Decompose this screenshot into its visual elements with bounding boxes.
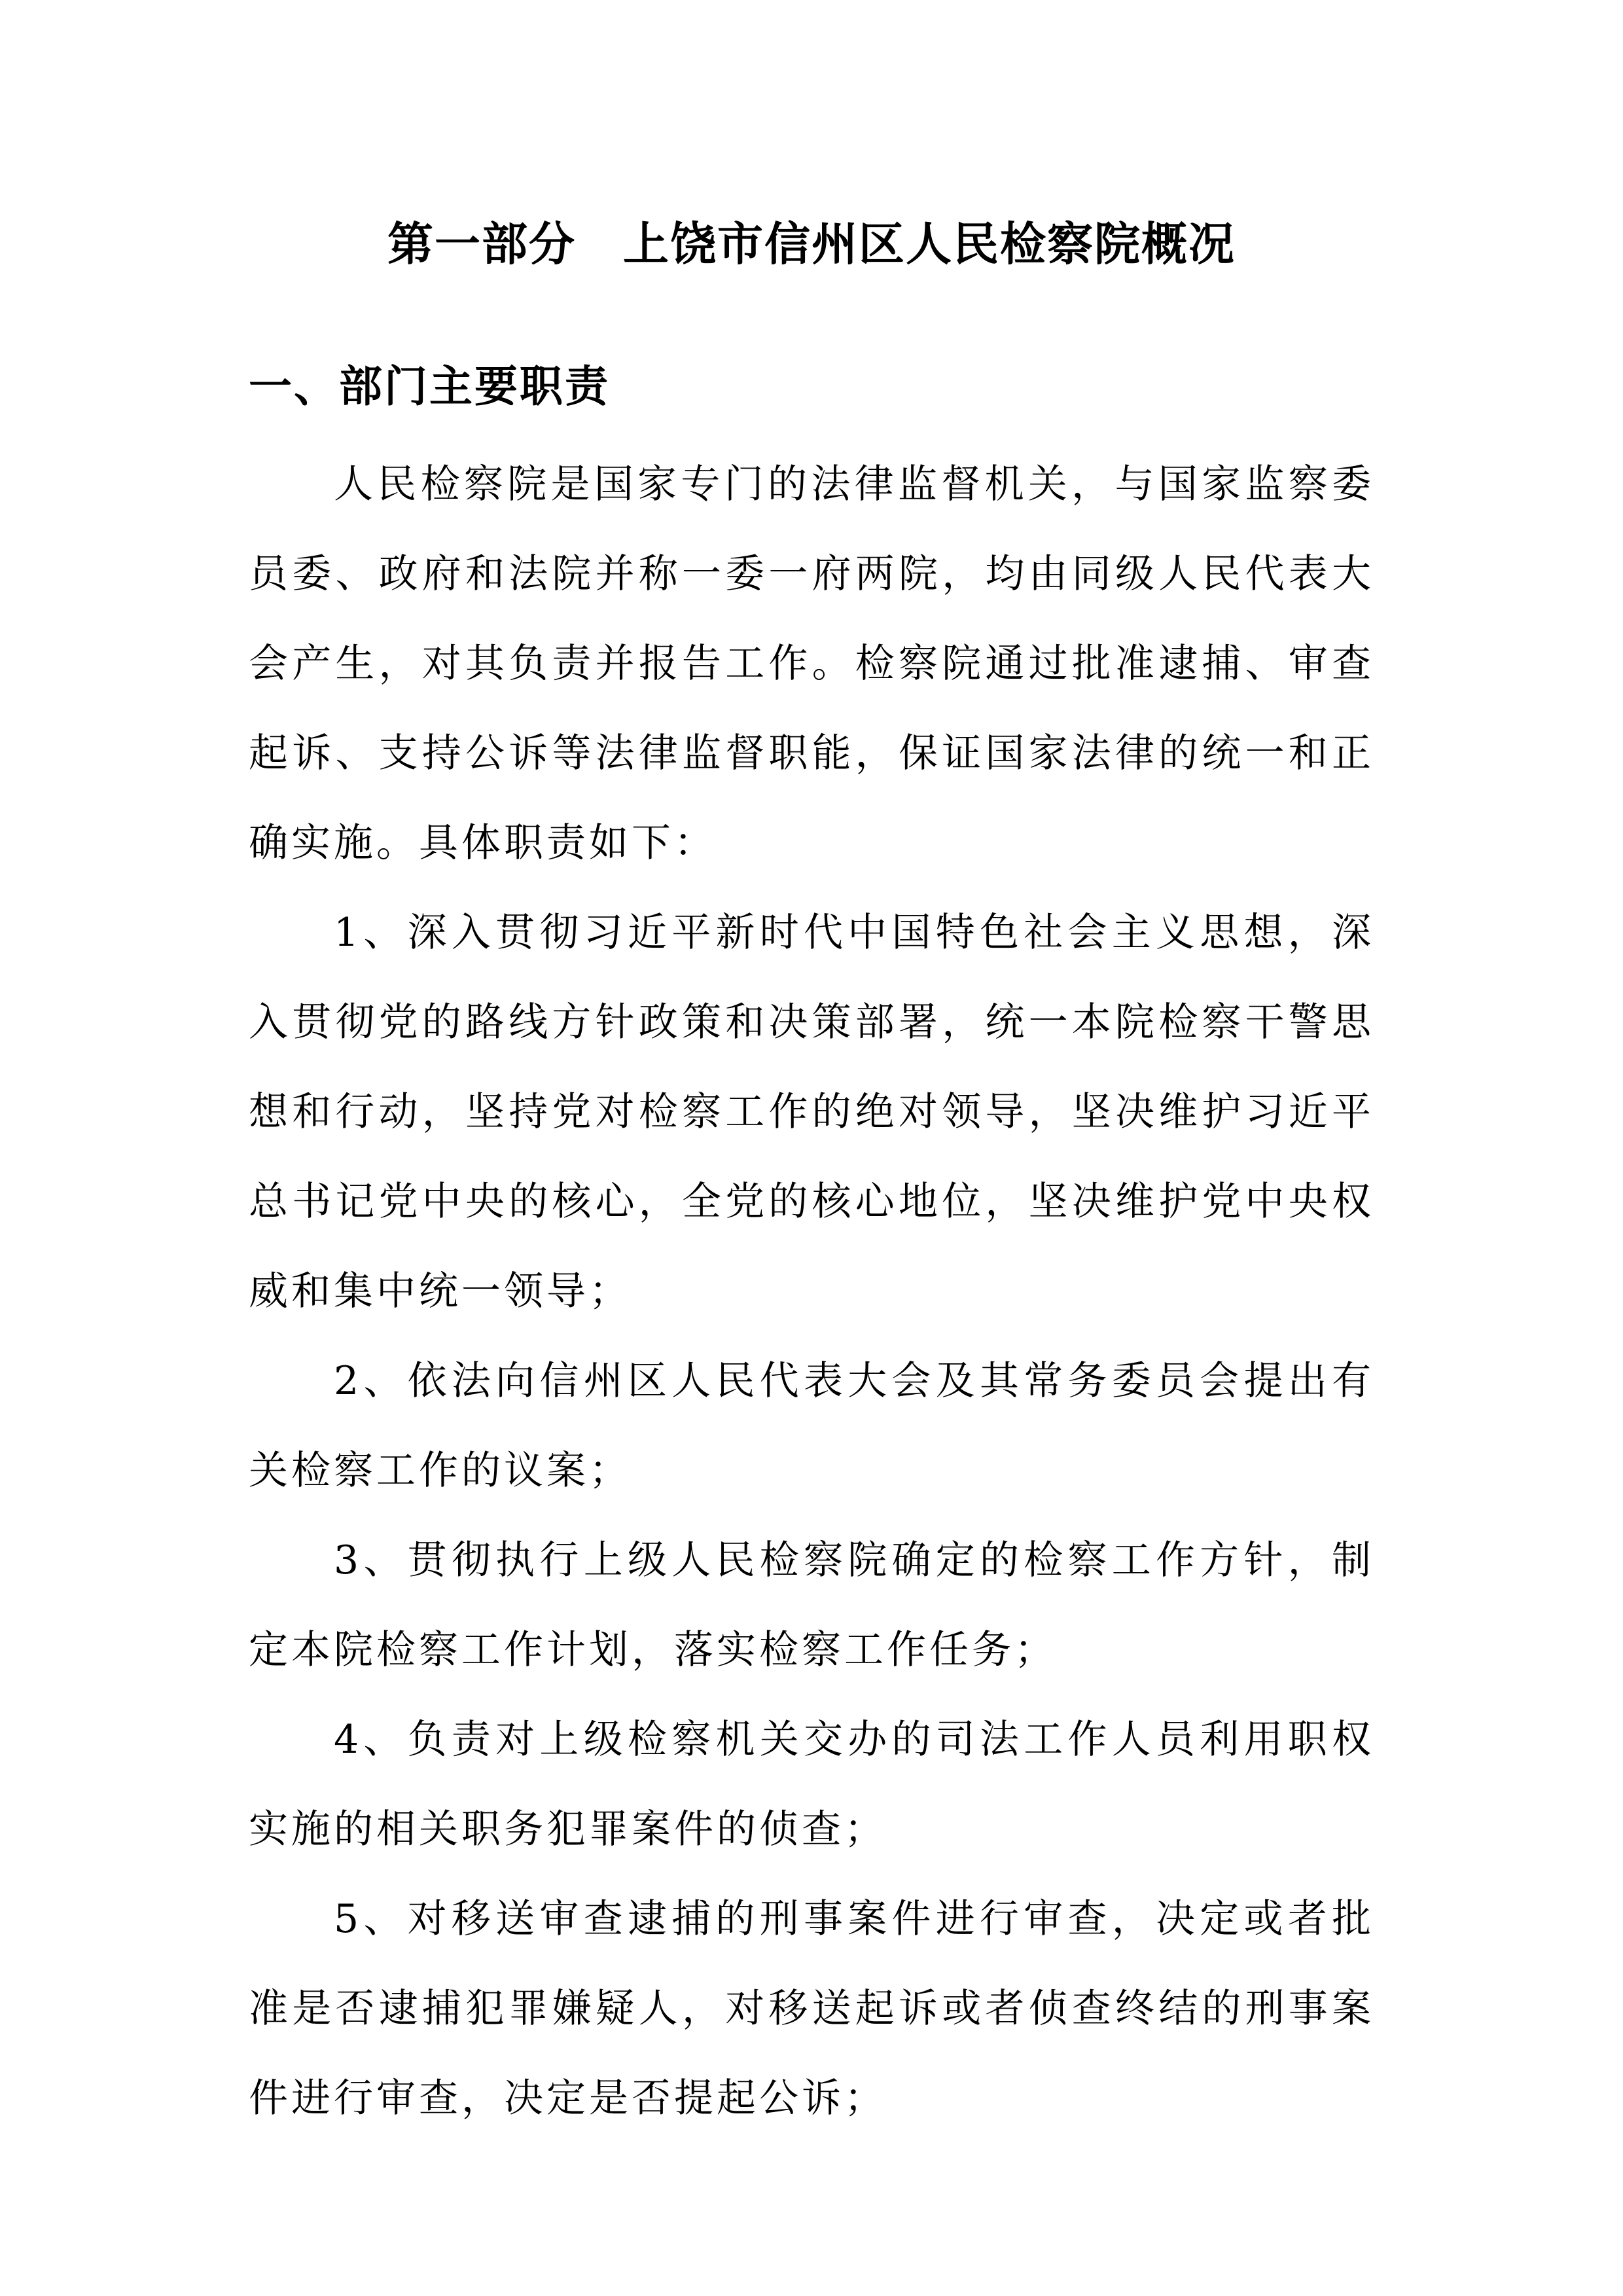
duty-item-5: 5、对移送审查逮捕的刑事案件进行审查，决定或者批准是否逮捕犯罪嫌疑人，对移送起诉或者侦查终结的刑事案件进行审查，决定是否提起公诉； <box>249 1896 1374 2121</box>
section-heading: 一、部门主要职责 <box>249 361 610 412</box>
duty-item-2: 2、依法向信州区人民代表大会及其常务委员会提出有关检察工作的议案； <box>249 1358 1374 1494</box>
intro-paragraph: 人民检察院是国家专门的法律监督机关，与国家监察委员委、政府和法院并称一委一府两院，均由同级人民代表大会产生，对其负责并报告工作。检察院通过批准逮捕、审查起诉、支持公诉等法律监督职能，保证国家法律的统一和正确实施。具体职责如下： <box>249 461 1374 866</box>
duty-item-4: 4、负责对上级检察机关交办的司法工作人员利用职权实施的相关职务犯罪案件的侦查； <box>249 1717 1374 1852</box>
page-title: 第一部分 上饶市信州区人民检察院概况 <box>387 217 1236 271</box>
duty-item-1: 1、深入贯彻习近平新时代中国特色社会主义思想，深入贯彻党的路线方针政策和决策部署，统一本院检察干警思想和行动，坚持党对检察工作的绝对领导，坚决维护习近平总书记党中央的核心，全党的核心地位，坚决维护党中央权威和集中统一领导； <box>249 910 1374 1314</box>
duty-item-3: 3、贯彻执行上级人民检察院确定的检察工作方针，制定本院检察工作计划，落实检察工作任务； <box>249 1537 1374 1673</box>
